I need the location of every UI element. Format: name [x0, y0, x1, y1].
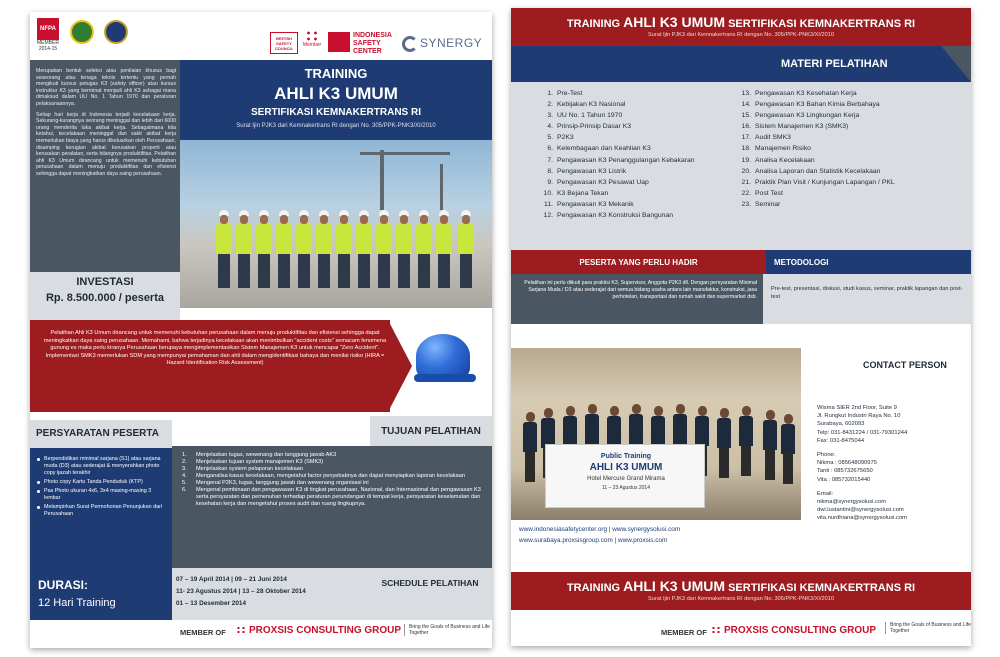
objective-item: 1. Menjelaskan tugas, wewenang dan tanggung jawab AK3 [182, 452, 337, 458]
isc-name-line: CENTER [353, 48, 382, 55]
curriculum-list-right [733, 88, 943, 210]
intro-paragraph: Setiap hari kerja di Indonesia terjadi kecelakaan kerja. Sekurang-kurangnya seorang meninggal dan lebih dari 6000 orang menderita luka akibat kerja. Sebagaimana kita ketahui, kecelakaan meninggal dan sakit akibat kerja memerlukan biaya yang harus dikeluarkan oleh Perusahaan, disamping kerugian akibat kerusakan properti atau kerusakan peralatan, serta hilangnya produktifitas. Pelatihan ahli K3 Umum dirancang untuk memenuhi kebutuhan perusahaan dalam menuju produktifitas dan efisiensi sehingga dapat meningkatkan daya saing perusahaan. [36, 111, 176, 177]
requirement-item: Melampirkan Surat Permohonan Penunjukan dari Perusahaan [36, 504, 168, 518]
worker-figure [376, 210, 392, 288]
brochure-page-back [511, 8, 971, 646]
title-ahli-k3: AHLI K3 UMUM [274, 84, 398, 103]
header-title: TRAINING AHLI K3 UMUM SERTIFIKASI KEMNAKERTRANS RI [566, 14, 916, 30]
curriculum-item: 22. Post Test [741, 189, 783, 197]
schedule-line: 07 – 19 April 2014 | 09 – 21 Juni 2014 [176, 576, 287, 583]
objective-item: 3. Menjelaskan system pelaporan kecelakaan [182, 466, 303, 472]
participants-header [511, 250, 766, 274]
curriculum-item: 2. Kebijakan K3 Nasional [547, 101, 626, 109]
duration-heading: DURASI: [38, 578, 88, 592]
group-photo-workers [180, 140, 492, 308]
website-links [519, 524, 799, 546]
crane-shape [380, 150, 384, 210]
nfpa-year-text: 2014-15 [38, 46, 58, 52]
contact-line: Fax: 031-8475044 [817, 437, 865, 444]
participants-heading: PESERTA YANG PERLU HADIR [579, 258, 698, 267]
worker-figure [416, 210, 432, 288]
proxsis-logo [711, 625, 876, 636]
curriculum-header [511, 46, 971, 82]
website-link[interactable]: www.indonesiasafetycenter.org | www.synergysolusi.com [519, 526, 681, 533]
curriculum-item: 14. Pengawasan K3 Bahan Kimia Berbahaya [741, 101, 880, 109]
curriculum-item: 21. Praktik Plan Visit / Kunjungan Lapangan / PKL [741, 178, 895, 186]
blue-seal-logo [104, 20, 128, 44]
schedule-heading-box [368, 570, 492, 594]
schedule-dates [176, 574, 356, 610]
description-text: Pelatihan Ahli K3 Umum dirancang untuk memenuhi kebutuhan perusahaan dalam menuju produktifitas dan efisiensi sehingga dapat meningkatkan daya saing perusahaan. Memahami, bahwa terjadinya kecelakaan akan menimbulkan "accident costs" semacam fenomena gunung es maka perlu kiranya Perusahaan berupaya mengimplementasikan Sistem Manajemen K3 untuk mencapai "Zero Accident". Implementasi SMK3 memerlukan SDM yang mempunyai pemahaman dan ahli dalam mengidentifikasi bahaya dan menilai risiko (HIRA = Hazard Identification Risk Assessment) [43, 330, 387, 367]
curriculum-item: 10. K3 Bejana Tekan [543, 189, 609, 197]
worker-figure [458, 210, 474, 288]
footer-tagline: Bring the Goals of Business and Life Together [885, 622, 971, 634]
contact-email[interactable]: vita.nurdhiana@synergysolusi.com [817, 515, 907, 522]
synergy-name: SYNERGY [420, 36, 483, 50]
investment-box [30, 272, 180, 320]
contact-line: Jl. Rungkut Industri Raya No. 10 [817, 413, 901, 420]
synergy-logo [402, 34, 488, 54]
crane-shape [440, 164, 443, 210]
investment-heading: INVESTASI [76, 276, 134, 288]
contact-line: Wisma SIER 2nd Floor, Suite 9 [817, 405, 897, 411]
proxsis-name: PROXSIS CONSULTING GROUP [249, 625, 402, 636]
investment-price: Rp. 8.500.000 / peserta [45, 292, 164, 304]
curriculum-item: 11. Pengawasan K3 Mekanik [544, 200, 634, 208]
participants-text: Pelatihan ini perlu diikuti para praktisi K3, Supervisor, Anggota P2K3 dll. Dengan persyaratan Minimal Sarjana Muda / D3 atau sederajat dari semua bidang usaha antara lain manufaktur, konstruksi, jasa perhotelan, transportasi dan rumah sakit dan supermarket dsb. [524, 280, 757, 300]
schedule-line: 01 – 13 Desember 2014 [176, 600, 246, 607]
banner-venue: Hotel Mercure Grand Mirama [587, 476, 665, 482]
synergy-arc-icon [402, 36, 418, 52]
contact-line: Email: [817, 490, 834, 497]
worker-figure [236, 210, 252, 288]
website-link[interactable]: www.surabaya.proxsisgroup.com | www.proxsis.com [519, 537, 668, 544]
objective-item: 2. Menjelaskan tujuan system manajemen K3 (SMK3) [182, 459, 324, 465]
curriculum-item: 1. Pre-Test [547, 90, 583, 97]
footer-title: TRAINING AHLI K3 UMUM SERTIFIKASI KEMNAKERTRANS RI [566, 578, 916, 594]
person-figure [763, 410, 777, 480]
contact-line: Surabaya, 602093 [817, 421, 865, 428]
proxsis-dots-icon [236, 626, 246, 634]
banner-date: 11 – 23 Agustus 2014 [601, 485, 650, 491]
worker-figure [256, 210, 272, 288]
header-permit-number: Surat Ijin PJK3 dari Kemnakertrans RI dengan No. 305/PPK-PNK3/XI/2010 [648, 32, 834, 38]
member-logo [300, 30, 324, 48]
methodology-heading: METODOLOGI [774, 258, 829, 267]
isc-name-line: SAFETY [353, 40, 381, 47]
objective-item: 6. Mengenal pembinaan dan pengawasan K3 di tingkat perusahaan, Nasional, dan Internasional dan pengawasan K3 serta persyaratan dan pemenuhan terhadap peraturan perundangan di tempat kerja, persyaratan keselamatan dan kesehatan kerja dan mengetahui proses audit dan ruang lingkupnya. [182, 487, 481, 507]
title-panel [180, 60, 492, 140]
isc-name-line: INDONESIA [353, 32, 392, 39]
hard-hat-icon [414, 326, 474, 386]
objectives-heading: TUJUAN PELATIHAN [370, 416, 492, 446]
banner-line: Public Training [600, 453, 652, 460]
curriculum-item: 5. P2K3 [547, 134, 574, 142]
band-arrow-shape [388, 320, 412, 412]
worker-figure [356, 210, 372, 288]
header-notch-shape [941, 46, 971, 82]
schedule-line: 11- 23 Agustus 2014 | 13 – 28 Oktober 2014 [176, 588, 306, 595]
requirement-item: Berpendidikan minimal sarjana (S1) atau sarjana muda (D3) atau sederajat & menyerahkan photo copy ijazah terakhir [36, 456, 168, 477]
british-safety-council-logo: BRITISH SAFETY COUNCIL [270, 32, 298, 54]
duration-box [30, 568, 172, 620]
logo-strip [30, 12, 492, 60]
member-label: Member [302, 42, 322, 48]
requirement-item: Photo copy Kartu Tanda Penduduk (KTP) [36, 479, 168, 486]
methodology-header [766, 250, 971, 274]
curriculum-item: 18. Manajemen Risiko [741, 145, 811, 153]
duration-value: 12 Hari Training [38, 597, 116, 609]
worker-figure [396, 210, 412, 288]
curriculum-list-left [535, 88, 745, 221]
worker-figure [276, 210, 292, 288]
curriculum-item: 4. Prinsip-Prinsip Dasar K3 [547, 123, 632, 131]
footer-tagline: Bring the Goals of Business and Life Together [404, 624, 490, 636]
requirements-heading: PERSYARATAN PESERTA [30, 420, 172, 448]
objective-item: 4. Menganalisa kasus kecelakaan, mengetahui factor penyebabnya dan dapat menyiapkan laporan kecelakaan [182, 473, 465, 479]
curriculum-item: 7. Pengawasan K3 Penanggulangan Kebakaran [547, 156, 695, 164]
nfpa-mark: NFPA [37, 18, 59, 40]
worker-figure [296, 210, 312, 288]
footer-permit-number: Surat Ijin PJK3 dari Kemnakertrans RI dengan No. 305/PPK-PNK3/XI/2010 [648, 596, 834, 602]
proxsis-name: PROXSIS CONSULTING GROUP [724, 625, 877, 636]
title-permit-number: Surat Ijin PJK3 dari Kemnakertrans RI dengan No. 305/PPK-PNK3/XI/2010 [236, 123, 436, 129]
training-banner [545, 444, 705, 508]
person-figure [781, 414, 795, 484]
contact-line: Telp: 031-8431224 / 031-79301244 [817, 429, 908, 436]
contact-heading: CONTACT PERSON [863, 360, 947, 370]
nfpa-logo [35, 18, 61, 52]
curriculum-item: 3. UU No. 1 Tahun 1970 [547, 112, 623, 120]
curriculum-item: 20. Analisa Laporan dan Statistik Kecelakaan [741, 167, 881, 175]
member-dots-icon [305, 30, 319, 42]
nfpa-member-text: MEMBER [37, 40, 59, 46]
curriculum-item: 12. Pengawasan K3 Konstruksi Bangunan [543, 212, 674, 220]
page-header [511, 8, 971, 46]
member-of-label: MEMBER OF [661, 628, 707, 637]
footer-banner [511, 572, 971, 610]
contact-header [801, 348, 971, 378]
contact-email[interactable]: nikma@synergysolusi.com [817, 499, 887, 506]
person-figure [523, 412, 537, 482]
requirements-list [36, 456, 168, 520]
person-figure [739, 406, 753, 476]
isc-name [353, 32, 392, 56]
contact-phone[interactable]: Vita : 085732015440 [817, 476, 871, 483]
person-figure [717, 408, 731, 478]
curriculum-item: 17. Audit SMK3 [741, 134, 791, 142]
member-of-label: MEMBER OF [180, 628, 226, 637]
crane-shape [360, 152, 450, 155]
curriculum-item: 9. Pengawasan K3 Pesawat Uap [547, 178, 649, 186]
curriculum-item: 19. Analisa Kecelakaan [741, 156, 815, 164]
worker-figure [216, 210, 232, 288]
proxsis-dots-icon [711, 626, 721, 634]
title-sertifikasi: SERTIFIKASI KEMNAKERTRANS RI [250, 107, 421, 118]
proxsis-logo [236, 625, 401, 636]
worker-figure [436, 210, 452, 288]
contact-phone[interactable]: Tanti : 085732675650 [817, 468, 873, 475]
worker-figure [316, 210, 332, 288]
curriculum-item: 16. Sistem Manajemen K3 (SMK3) [741, 123, 849, 131]
banner-title: AHLI K3 UMUM [589, 462, 663, 473]
contact-details [817, 404, 967, 523]
title-training: TRAINING [304, 66, 368, 81]
green-seal-logo [70, 20, 94, 44]
curriculum-heading: MATERI PELATIHAN [781, 58, 888, 70]
contact-email[interactable]: dwi.lustantini@synergysolusi.com [817, 507, 904, 514]
contact-phone[interactable]: Nikma : 085648090975 [817, 460, 877, 467]
isc-mark-icon [328, 32, 350, 52]
requirement-item: Pas Photo ukuran 4x6, 3x4 masing-masing 3 lembar [36, 488, 168, 502]
objective-item: 5. Mengenal P2K3, tugas, tanggung jawab dan wewenang organisasi ini [182, 480, 369, 486]
schedule-heading: SCHEDULE PELATIHAN [381, 578, 479, 588]
intro-text [36, 68, 176, 182]
intro-paragraph: Merupakan bentuk seleksi atau penilaian khusus bagi seseorang atau tenaga teknis tertentu yang pernah mengikuti kursus petugas K3 (safety officer) atau kursus instruktur K3 yang berminat menjadi ahli K3 sebagai mana dimaksud dalam UU No. 1 Tahun 1970 dan peraturan pelaksanaannya. [36, 68, 176, 107]
group-photo-training [511, 348, 801, 520]
curriculum-item: 23. Seminar [741, 200, 781, 208]
objectives-list [182, 452, 488, 508]
curriculum-item: 6. Kelembagaan dan Keahlian K3 [547, 145, 651, 153]
curriculum-item: 15. Pengawasan K3 Lingkungan Kerja [741, 112, 860, 120]
curriculum-item: 13. Pengawasan K3 Kesehatan Kerja [741, 90, 857, 97]
worker-figure [336, 210, 352, 288]
contact-line: Phone: [817, 452, 836, 459]
methodology-text: Pre-test, presentasi, diskusi, studi kasus, seminar, praktik lapangan dan post-test [771, 286, 963, 300]
curriculum-item: 8. Pengawasan K3 Listrik [547, 167, 627, 175]
brochure-page-front [30, 12, 492, 648]
